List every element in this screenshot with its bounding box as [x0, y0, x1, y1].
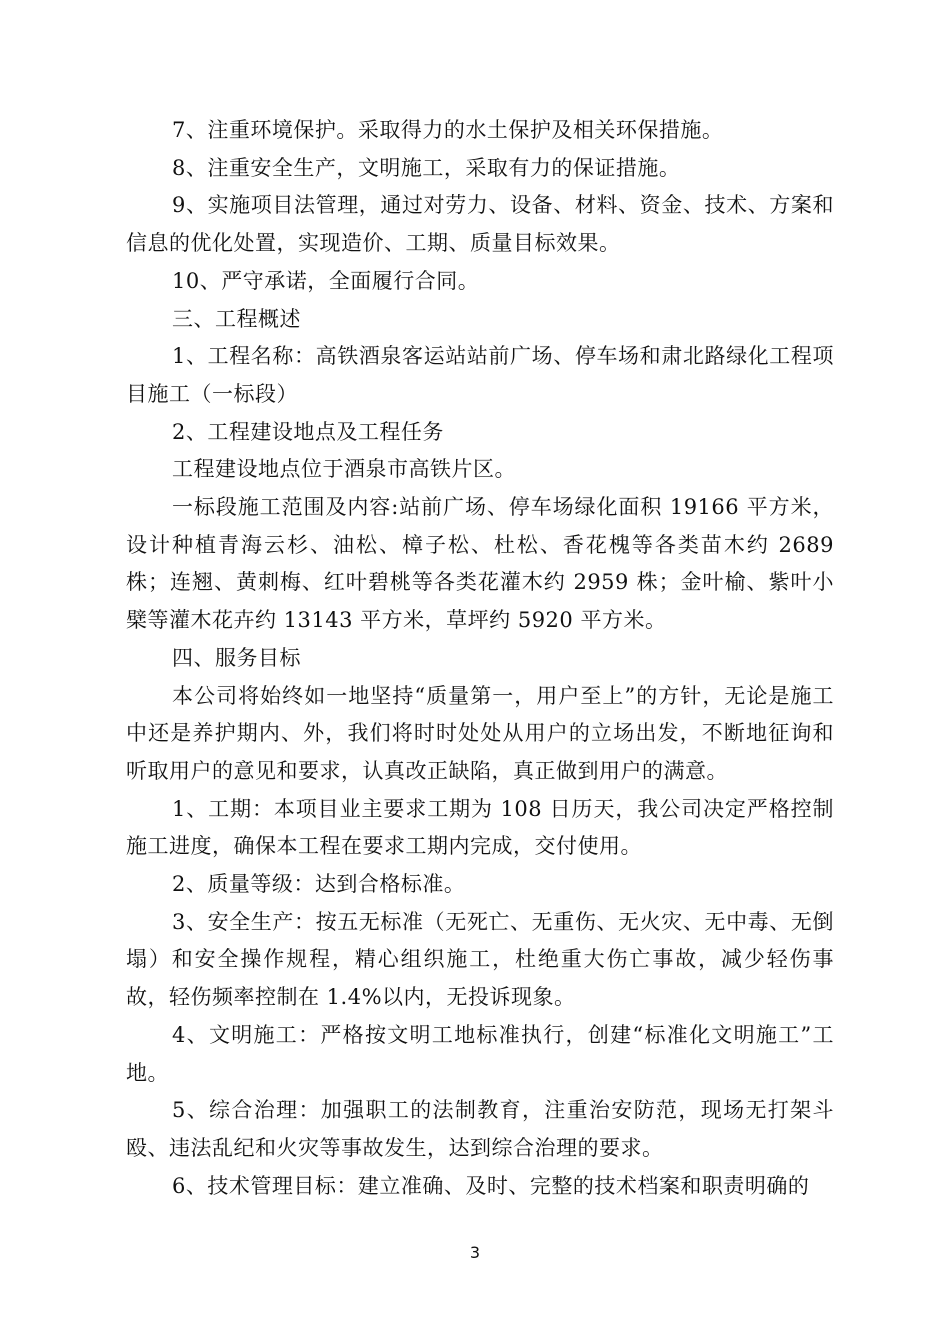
paragraph: 4、文明施工：严格按文明工地标准执行，创建“标准化文明施工”工地。 — [126, 1022, 834, 1085]
paragraph: 3、安全生产：按五无标准（无死亡、无重伤、无火灾、无中毒、无倒塌）和安全操作规程，精心组织施工，杜绝重大伤亡事故，减少轻伤事故，轻伤频率控制在 1.4%以内，无投诉现象。 — [126, 909, 834, 1010]
paragraph: 7、注重环境保护。采取得力的水土保护及相关环保措施。 — [172, 118, 724, 142]
paragraph: 10、严守承诺，全面履行合同。 — [172, 268, 480, 293]
paragraph: 本公司将始终如一地坚持“质量第一，用户至上”的方针，无论是施工中还是养护期内、外，我们将时时处处从用户的立场出发，不断地征询和听取用户的意见和要求，认真改正缺陷，真正做到用户的满意。 — [126, 683, 834, 783]
page-number: 3 — [469, 1243, 481, 1262]
paragraph: 8、注重安全生产，文明施工，采取有力的保证措施。 — [172, 155, 681, 180]
paragraph: 工程建设地点位于酒泉市高铁片区。 — [172, 457, 516, 482]
paragraph: 6、技术管理目标：建立准确、及时、完整的技术档案和职责明确的 — [172, 1173, 810, 1198]
paragraph: 9、实施项目法管理，通过对劳力、设备、材料、资金、技术、方案和信息的优化处置，实现造价、工期、质量目标效果。 — [126, 193, 834, 256]
paragraph: 一标段施工范围及内容:站前广场、停车场绿化面积 19166 平方米，设计种植青海云杉、油松、樟子松、杜松、香花槐等各类苗木约 2689 株；连翘、黄刺梅、红叶碧桃等各类花灌木约 2959 株；金叶榆、紫叶小檗等灌木花卉约 13143 平方米，草坪约 5920 平方米。 — [126, 495, 834, 633]
document-body — [126, 112, 834, 1205]
section-heading: 四、服务目标 — [172, 645, 301, 670]
section-heading: 三、工程概述 — [172, 306, 301, 331]
paragraph: 2、工程建设地点及工程任务 — [172, 419, 444, 444]
paragraph: 1、工程名称：高铁酒泉客运站站前广场、停车场和肃北路绿化工程项目施工（一标段） — [126, 344, 834, 406]
paragraph: 2、质量等级：达到合格标准。 — [172, 872, 466, 897]
paragraph: 1、工期：本项目业主要求工期为 108 日历天，我公司决定严格控制施工进度，确保本工程在要求工期内完成，交付使用。 — [126, 796, 834, 859]
paragraph: 5、综合治理：加强职工的法制教育，注重治安防范，现场无打架斗殴、违法乱纪和火灾等事故发生，达到综合治理的要求。 — [126, 1098, 834, 1160]
